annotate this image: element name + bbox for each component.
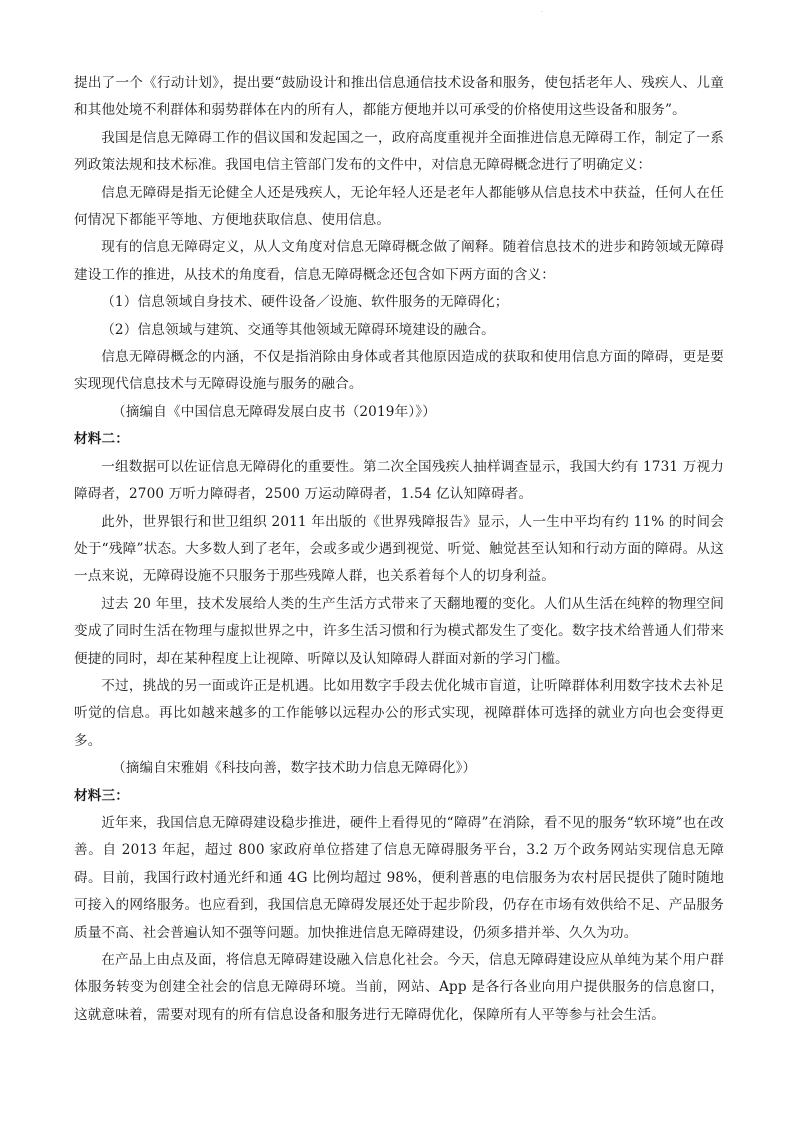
paragraph-9: 此外，世界银行和世卫组织 2011 年出版的《世界残障报告》显示，人一生中平均有约 11% 的时间会处于“残障”状态。大多数人到了老年，会或多或少遇到视觉、听觉、触觉甚至认知和行动方面的障碍。从这一点来说，无障碍设施不只服务于那些残障人群，也关系着每个人的切身利益。: [74, 513, 724, 585]
source-note-1: （摘编自《中国信息无障碍发展白皮书（2019年）》）: [112, 403, 436, 420]
paragraph-8: 一组数据可以佐证信息无障碍化的重要性。第二次全国残疾人抽样调查显示，我国大约有 1731 万视力障碍者，2700 万听力障碍者，2500 万运动障碍者，1.54 亿认知障碍者。: [74, 458, 724, 503]
paragraph-definition: 信息无障碍是指无论健全人还是残疾人，无论年轻人还是老年人都能够从信息技术中获益，任何人在任何情况下都能平等地、方便地获取信息、使用信息。: [74, 184, 724, 229]
paragraph-1: 提出了一个《行动计划》，提出要“鼓励设计和推出信息通信技术设备和服务，使包括老年人、残疾人、儿童和其他处境不利群体和弱势群体在内的所有人，都能方便地并以可承受的价格使用这些设备和服务”。: [74, 75, 724, 119]
paragraph-12: 近年来，我国信息无障碍建设稳步推进，硬件上看得见的“障碍”在消除，看不见的服务“软环境”也在改善。自 2013 年起，超过 800 家政府单位搭建了信息无障碍服务平台，3.2 万个政务网站实现信息无障碍。目前，我国行政村通光纤和通 4G 比例均超过 98%，便利普惠的电信服务为农村居民提供了随时随地可接入的网络服务。也应看到，我国信息无障碍发展还处于起步阶段，仍存在市场有效供给不足、产品服务质量不高、社会普遍认知不强等问题。加快推进信息无障碍建设，仍须多措并举、久久为功。: [74, 814, 724, 941]
list-item-1: （1）信息领域自身技术、硬件设备／设施、软件服务的无障碍化；: [101, 294, 509, 311]
section-heading-material-2: 材料二：: [74, 431, 129, 448]
paragraph-7: 信息无障碍概念的内涵，不仅是指消除由身体或者其他原因造成的获取和使用信息方面的障碍，更是要实现现代信息技术与无障碍设施与服务的融合。: [74, 349, 724, 393]
section-heading-material-3: 材料三：: [74, 787, 129, 804]
paragraph-13: 在产品上由点及面，将信息无障碍建设融入信息化社会。今天，信息无障碍建设应从单纯为某个用户群体服务转变为创建全社会的信息无障碍环境。当前，网站、App 是各行各业向用户提供服务的信息窗口，这就意味着，需要对现有的所有信息设备和服务进行无障碍优化，保障所有人平等参与社会生活。: [74, 952, 724, 1023]
source-note-2: （摘编自宋雅娟《科技向善，数字技术助力信息无障碍化》）: [112, 760, 477, 777]
paragraph-10: 过去 20 年里，技术发展给人类的生产生活方式带来了天翻地覆的变化。人们从生活在纯粹的物理空间变成了同时生活在物理与虚拟世界之中，许多生活习惯和行为模式都发生了变化。数字技术给普通人们带来便捷的同时，却在某种程度上让视障、听障以及认知障碍人群面对新的学习门槛。: [74, 595, 724, 667]
paragraph-4: 现有的信息无障碍定义，从人文角度对信息无障碍概念做了阐释。随着信息技术的进步和跨领域无障碍建设工作的推进，从技术的角度看，信息无障碍概念还包含如下两方面的含义：: [74, 239, 724, 283]
list-item-2: （2）信息领域与建筑、交通等其他领域无障碍环境建设的融合。: [101, 321, 495, 338]
article-body: [74, 70, 724, 1029]
paragraph-2: 我国是信息无障碍工作的倡议国和发起国之一，政府高度重视并全面推进信息无障碍工作，制定了一系列政策法规和技术标准。我国电信主管部门发布的文件中，对信息无障碍概念进行了明确定义：: [74, 129, 724, 174]
page-mark: ·: [541, 9, 543, 16]
paragraph-11: 不过，挑战的另一面或许正是机遇。比如用数字手段去优化城市盲道，让听障群体利用数字技术去补足听觉的信息。再比如越来越多的工作能够以远程办公的形式实现，视障群体可选择的就业方向也会变得更多。: [74, 677, 724, 749]
